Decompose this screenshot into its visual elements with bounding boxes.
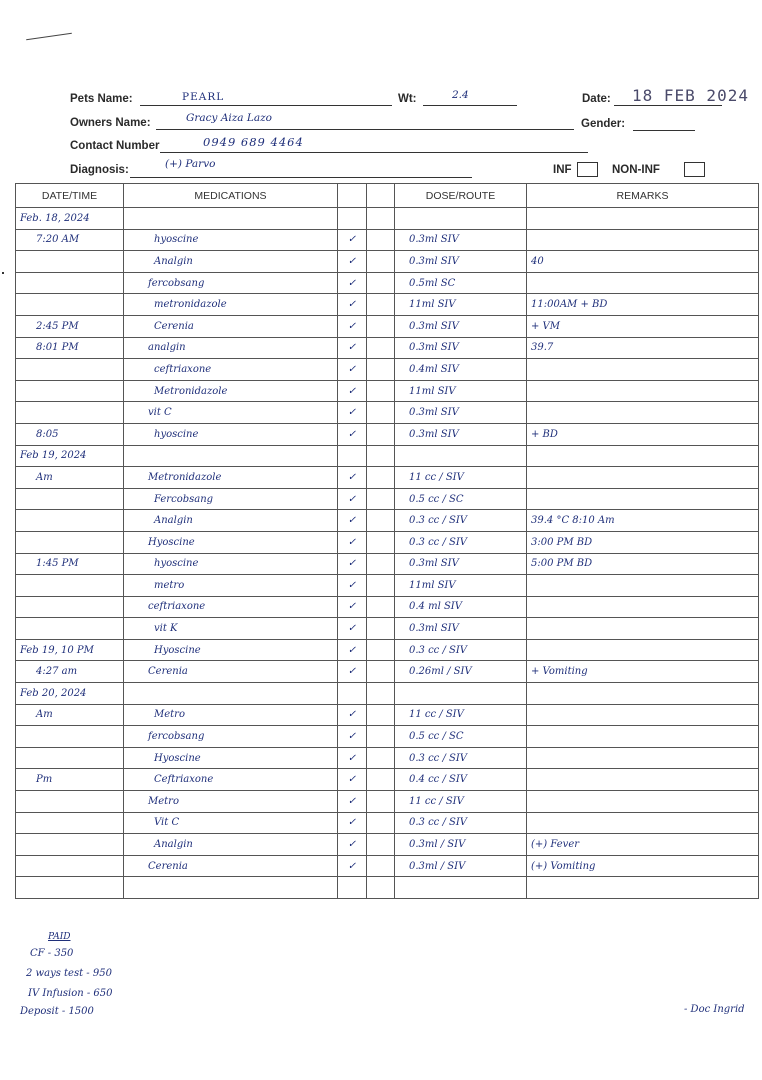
contact-line bbox=[160, 151, 588, 153]
row-time: 1:45 PM bbox=[16, 553, 124, 575]
diagnosis-value: (+) Parvo bbox=[165, 158, 216, 170]
row-remark bbox=[527, 402, 759, 424]
row-time bbox=[16, 575, 124, 597]
row-dose: 0.3ml / SIV bbox=[395, 834, 527, 856]
row-remark bbox=[527, 575, 759, 597]
row-remark bbox=[527, 791, 759, 813]
row-time bbox=[16, 272, 124, 294]
row-blank bbox=[367, 423, 395, 445]
row-medication: vit C bbox=[124, 402, 338, 424]
row-blank bbox=[367, 380, 395, 402]
row-remark bbox=[527, 704, 759, 726]
row-check bbox=[338, 445, 367, 467]
table-row bbox=[16, 531, 759, 553]
row-blank bbox=[367, 769, 395, 791]
row-remark: 39.4 °C 8:10 Am bbox=[527, 510, 759, 532]
row-time: Feb. 18, 2024 bbox=[16, 208, 124, 230]
diagnosis-line bbox=[130, 176, 472, 178]
row-dose: 0.26ml / SIV bbox=[395, 661, 527, 683]
row-check: ✓ bbox=[338, 359, 367, 381]
weight-line bbox=[423, 104, 517, 106]
row-time bbox=[16, 380, 124, 402]
row-check: ✓ bbox=[338, 704, 367, 726]
col-medications-header: MEDICATIONS bbox=[124, 184, 338, 208]
row-blank bbox=[367, 747, 395, 769]
pet-name-line bbox=[140, 104, 392, 106]
row-medication: hyoscine bbox=[124, 553, 338, 575]
table-row bbox=[16, 251, 759, 273]
table-body bbox=[16, 208, 759, 899]
row-dose bbox=[395, 683, 527, 705]
row-time: Feb 20, 2024 bbox=[16, 683, 124, 705]
row-dose: 0.3ml SIV bbox=[395, 315, 527, 337]
row-time bbox=[16, 359, 124, 381]
row-time bbox=[16, 294, 124, 316]
row-time: 4:27 am bbox=[16, 661, 124, 683]
row-dose: 11ml SIV bbox=[395, 380, 527, 402]
row-medication: Hyoscine bbox=[124, 639, 338, 661]
row-dose: 0.3ml SIV bbox=[395, 618, 527, 640]
row-medication: Metro bbox=[124, 791, 338, 813]
row-medication: Vit C bbox=[124, 812, 338, 834]
row-check: ✓ bbox=[338, 596, 367, 618]
table-row bbox=[16, 747, 759, 769]
row-blank bbox=[367, 251, 395, 273]
row-dose: 0.3ml SIV bbox=[395, 251, 527, 273]
row-medication: hyoscine bbox=[124, 229, 338, 251]
row-check: ✓ bbox=[338, 639, 367, 661]
row-medication: Analgin bbox=[124, 834, 338, 856]
table-row bbox=[16, 402, 759, 424]
row-time: Feb 19, 10 PM bbox=[16, 639, 124, 661]
row-medication: Ceftriaxone bbox=[124, 769, 338, 791]
table-row bbox=[16, 661, 759, 683]
row-check: ✓ bbox=[338, 575, 367, 597]
row-check: ✓ bbox=[338, 834, 367, 856]
row-medication: Analgin bbox=[124, 510, 338, 532]
row-check: ✓ bbox=[338, 294, 367, 316]
inf-label: INF bbox=[553, 164, 572, 176]
table-row bbox=[16, 812, 759, 834]
row-time: Am bbox=[16, 467, 124, 489]
row-remark bbox=[527, 596, 759, 618]
row-medication: Analgin bbox=[124, 251, 338, 273]
gender-line bbox=[633, 129, 695, 131]
row-blank bbox=[367, 488, 395, 510]
row-check: ✓ bbox=[338, 726, 367, 748]
col-check-header bbox=[338, 184, 367, 208]
table-row bbox=[16, 423, 759, 445]
row-time bbox=[16, 251, 124, 273]
row-dose: 0.3ml SIV bbox=[395, 229, 527, 251]
table-row bbox=[16, 683, 759, 705]
weight-value: 2.4 bbox=[452, 89, 469, 101]
table-row bbox=[16, 272, 759, 294]
row-remark bbox=[527, 445, 759, 467]
row-remark bbox=[527, 272, 759, 294]
table-row bbox=[16, 834, 759, 856]
row-medication: Hyoscine bbox=[124, 531, 338, 553]
row-blank bbox=[367, 683, 395, 705]
row-medication: Cerenia bbox=[124, 661, 338, 683]
row-medication bbox=[124, 877, 338, 899]
row-remark bbox=[527, 618, 759, 640]
row-medication: fercobsang bbox=[124, 726, 338, 748]
row-check bbox=[338, 877, 367, 899]
row-medication: fercobsang bbox=[124, 272, 338, 294]
row-blank bbox=[367, 726, 395, 748]
contact-value: 0949 689 4464 bbox=[203, 135, 304, 149]
row-blank bbox=[367, 618, 395, 640]
row-time: Pm bbox=[16, 769, 124, 791]
row-time bbox=[16, 402, 124, 424]
row-remark: 11:00AM + BD bbox=[527, 294, 759, 316]
table-row bbox=[16, 596, 759, 618]
row-check bbox=[338, 683, 367, 705]
row-check: ✓ bbox=[338, 553, 367, 575]
row-check: ✓ bbox=[338, 251, 367, 273]
medication-log-table bbox=[15, 183, 759, 899]
owner-line bbox=[156, 128, 574, 130]
row-remark bbox=[527, 467, 759, 489]
table-row bbox=[16, 294, 759, 316]
row-remark bbox=[527, 229, 759, 251]
row-medication bbox=[124, 208, 338, 230]
row-dose: 0.3 cc / SIV bbox=[395, 639, 527, 661]
row-remark: + VM bbox=[527, 315, 759, 337]
row-check: ✓ bbox=[338, 272, 367, 294]
row-dose: 0.3ml SIV bbox=[395, 337, 527, 359]
owner-label: Owners Name: bbox=[70, 117, 151, 129]
row-remark: + Vomiting bbox=[527, 661, 759, 683]
doctor-note: - Doc Ingrid bbox=[684, 1004, 745, 1015]
row-remark: 5:00 PM BD bbox=[527, 553, 759, 575]
row-check: ✓ bbox=[338, 791, 367, 813]
date-label: Date: bbox=[582, 93, 611, 105]
row-blank bbox=[367, 229, 395, 251]
row-blank bbox=[367, 704, 395, 726]
row-dose: 0.3ml SIV bbox=[395, 402, 527, 424]
table-row bbox=[16, 791, 759, 813]
row-remark: 39.7 bbox=[527, 337, 759, 359]
row-check: ✓ bbox=[338, 618, 367, 640]
row-medication: hyoscine bbox=[124, 423, 338, 445]
row-medication: Metronidazole bbox=[124, 467, 338, 489]
table-header-row bbox=[16, 184, 759, 208]
row-dose: 0.3ml SIV bbox=[395, 423, 527, 445]
row-check: ✓ bbox=[338, 488, 367, 510]
table-row bbox=[16, 315, 759, 337]
row-time: 8:05 bbox=[16, 423, 124, 445]
footer-line: Deposit - 1500 bbox=[20, 1006, 94, 1017]
row-check: ✓ bbox=[338, 402, 367, 424]
row-dose bbox=[395, 208, 527, 230]
row-dose: 0.5 cc / SC bbox=[395, 488, 527, 510]
row-dose: 0.3 cc / SIV bbox=[395, 510, 527, 532]
row-dose: 11 cc / SIV bbox=[395, 467, 527, 489]
corner-mark bbox=[26, 33, 72, 40]
row-remark bbox=[527, 488, 759, 510]
row-dose: 0.3 cc / SIV bbox=[395, 812, 527, 834]
row-medication: vit K bbox=[124, 618, 338, 640]
row-time: Am bbox=[16, 704, 124, 726]
row-time bbox=[16, 488, 124, 510]
row-medication: Metro bbox=[124, 704, 338, 726]
row-blank bbox=[367, 834, 395, 856]
row-dose bbox=[395, 445, 527, 467]
table-row bbox=[16, 575, 759, 597]
row-dose: 0.4ml SIV bbox=[395, 359, 527, 381]
paid-note: PAID bbox=[48, 932, 71, 942]
row-check: ✓ bbox=[338, 229, 367, 251]
row-medication: ceftriaxone bbox=[124, 596, 338, 618]
row-check: ✓ bbox=[338, 337, 367, 359]
row-dose: 0.3ml SIV bbox=[395, 553, 527, 575]
row-remark: (+) Fever bbox=[527, 834, 759, 856]
row-medication: Cerenia bbox=[124, 315, 338, 337]
table-row bbox=[16, 337, 759, 359]
row-check bbox=[338, 208, 367, 230]
col-remarks-header: REMARKS bbox=[527, 184, 759, 208]
row-remark bbox=[527, 726, 759, 748]
row-check: ✓ bbox=[338, 531, 367, 553]
row-time bbox=[16, 596, 124, 618]
row-dose: 0.5ml SC bbox=[395, 272, 527, 294]
table-row bbox=[16, 704, 759, 726]
row-time bbox=[16, 812, 124, 834]
row-remark bbox=[527, 769, 759, 791]
row-blank bbox=[367, 791, 395, 813]
row-remark bbox=[527, 683, 759, 705]
row-blank bbox=[367, 315, 395, 337]
row-blank bbox=[367, 812, 395, 834]
row-dose: 0.4 cc / SIV bbox=[395, 769, 527, 791]
row-medication: Hyoscine bbox=[124, 747, 338, 769]
row-check: ✓ bbox=[338, 855, 367, 877]
row-remark bbox=[527, 747, 759, 769]
row-blank bbox=[367, 445, 395, 467]
row-medication: ceftriaxone bbox=[124, 359, 338, 381]
footer-line: CF - 350 bbox=[30, 948, 74, 959]
row-blank bbox=[367, 639, 395, 661]
row-time bbox=[16, 791, 124, 813]
row-dose: 0.4 ml SIV bbox=[395, 596, 527, 618]
row-blank bbox=[367, 359, 395, 381]
pet-name-label: Pets Name: bbox=[70, 93, 133, 105]
row-remark: 3:00 PM BD bbox=[527, 531, 759, 553]
row-dose: 0.3ml / SIV bbox=[395, 855, 527, 877]
table-row bbox=[16, 877, 759, 899]
table-row bbox=[16, 510, 759, 532]
edge-dot bbox=[2, 272, 4, 274]
row-time bbox=[16, 618, 124, 640]
date-stamp: 18 FEB 2024 bbox=[632, 86, 749, 105]
row-blank bbox=[367, 510, 395, 532]
row-time bbox=[16, 747, 124, 769]
footer-line: IV Infusion - 650 bbox=[28, 988, 113, 999]
table-row bbox=[16, 208, 759, 230]
row-remark bbox=[527, 639, 759, 661]
row-blank bbox=[367, 575, 395, 597]
row-time: 2:45 PM bbox=[16, 315, 124, 337]
row-remark: 40 bbox=[527, 251, 759, 273]
row-dose bbox=[395, 877, 527, 899]
row-medication bbox=[124, 683, 338, 705]
row-medication bbox=[124, 445, 338, 467]
owner-value: Gracy Aiza Lazo bbox=[186, 112, 272, 124]
row-time: 7:20 AM bbox=[16, 229, 124, 251]
table-row bbox=[16, 639, 759, 661]
table-row bbox=[16, 488, 759, 510]
row-time bbox=[16, 877, 124, 899]
row-blank bbox=[367, 337, 395, 359]
table-row bbox=[16, 467, 759, 489]
col-blank-header bbox=[367, 184, 395, 208]
row-blank bbox=[367, 208, 395, 230]
row-medication: Fercobsang bbox=[124, 488, 338, 510]
row-blank bbox=[367, 272, 395, 294]
row-blank bbox=[367, 467, 395, 489]
row-time bbox=[16, 855, 124, 877]
row-check: ✓ bbox=[338, 747, 367, 769]
row-remark bbox=[527, 812, 759, 834]
row-remark bbox=[527, 208, 759, 230]
row-blank bbox=[367, 294, 395, 316]
row-dose: 11ml SIV bbox=[395, 575, 527, 597]
diagnosis-label: Diagnosis: bbox=[70, 164, 129, 176]
row-remark bbox=[527, 877, 759, 899]
row-dose: 0.3 cc / SIV bbox=[395, 531, 527, 553]
row-check: ✓ bbox=[338, 812, 367, 834]
row-blank bbox=[367, 877, 395, 899]
row-check: ✓ bbox=[338, 380, 367, 402]
row-time bbox=[16, 510, 124, 532]
row-time bbox=[16, 834, 124, 856]
row-dose: 0.3 cc / SIV bbox=[395, 747, 527, 769]
footer-line: 2 ways test - 950 bbox=[26, 968, 112, 979]
row-medication: analgin bbox=[124, 337, 338, 359]
row-time: 8:01 PM bbox=[16, 337, 124, 359]
table-row bbox=[16, 726, 759, 748]
pet-name-value: PEARL bbox=[182, 91, 225, 103]
table-row bbox=[16, 229, 759, 251]
table-row bbox=[16, 769, 759, 791]
gender-label: Gender: bbox=[581, 118, 626, 130]
row-remark: + BD bbox=[527, 423, 759, 445]
row-remark: (+) Vomiting bbox=[527, 855, 759, 877]
row-check: ✓ bbox=[338, 769, 367, 791]
row-dose: 11ml SIV bbox=[395, 294, 527, 316]
contact-label: Contact Number bbox=[70, 140, 160, 152]
row-medication: Metronidazole bbox=[124, 380, 338, 402]
table-row bbox=[16, 380, 759, 402]
row-dose: 11 cc / SIV bbox=[395, 704, 527, 726]
table-row bbox=[16, 618, 759, 640]
table-row bbox=[16, 445, 759, 467]
row-time bbox=[16, 726, 124, 748]
row-remark bbox=[527, 380, 759, 402]
table-row bbox=[16, 553, 759, 575]
row-dose: 0.5 cc / SC bbox=[395, 726, 527, 748]
inf-checkbox bbox=[577, 162, 598, 177]
weight-label: Wt: bbox=[398, 93, 417, 105]
row-remark bbox=[527, 359, 759, 381]
row-time: Feb 19, 2024 bbox=[16, 445, 124, 467]
col-datetime-header: DATE/TIME bbox=[16, 184, 124, 208]
row-blank bbox=[367, 855, 395, 877]
table-row bbox=[16, 359, 759, 381]
row-blank bbox=[367, 661, 395, 683]
row-check: ✓ bbox=[338, 467, 367, 489]
table-row bbox=[16, 855, 759, 877]
row-medication: Cerenia bbox=[124, 855, 338, 877]
row-check: ✓ bbox=[338, 423, 367, 445]
row-medication: metro bbox=[124, 575, 338, 597]
row-blank bbox=[367, 531, 395, 553]
row-blank bbox=[367, 596, 395, 618]
row-blank bbox=[367, 402, 395, 424]
row-time bbox=[16, 531, 124, 553]
noninf-checkbox bbox=[684, 162, 705, 177]
row-check: ✓ bbox=[338, 661, 367, 683]
col-dose-header: DOSE/ROUTE bbox=[395, 184, 527, 208]
row-medication: metronidazole bbox=[124, 294, 338, 316]
row-check: ✓ bbox=[338, 315, 367, 337]
noninf-label: NON-INF bbox=[612, 164, 660, 176]
row-dose: 11 cc / SIV bbox=[395, 791, 527, 813]
row-check: ✓ bbox=[338, 510, 367, 532]
row-blank bbox=[367, 553, 395, 575]
